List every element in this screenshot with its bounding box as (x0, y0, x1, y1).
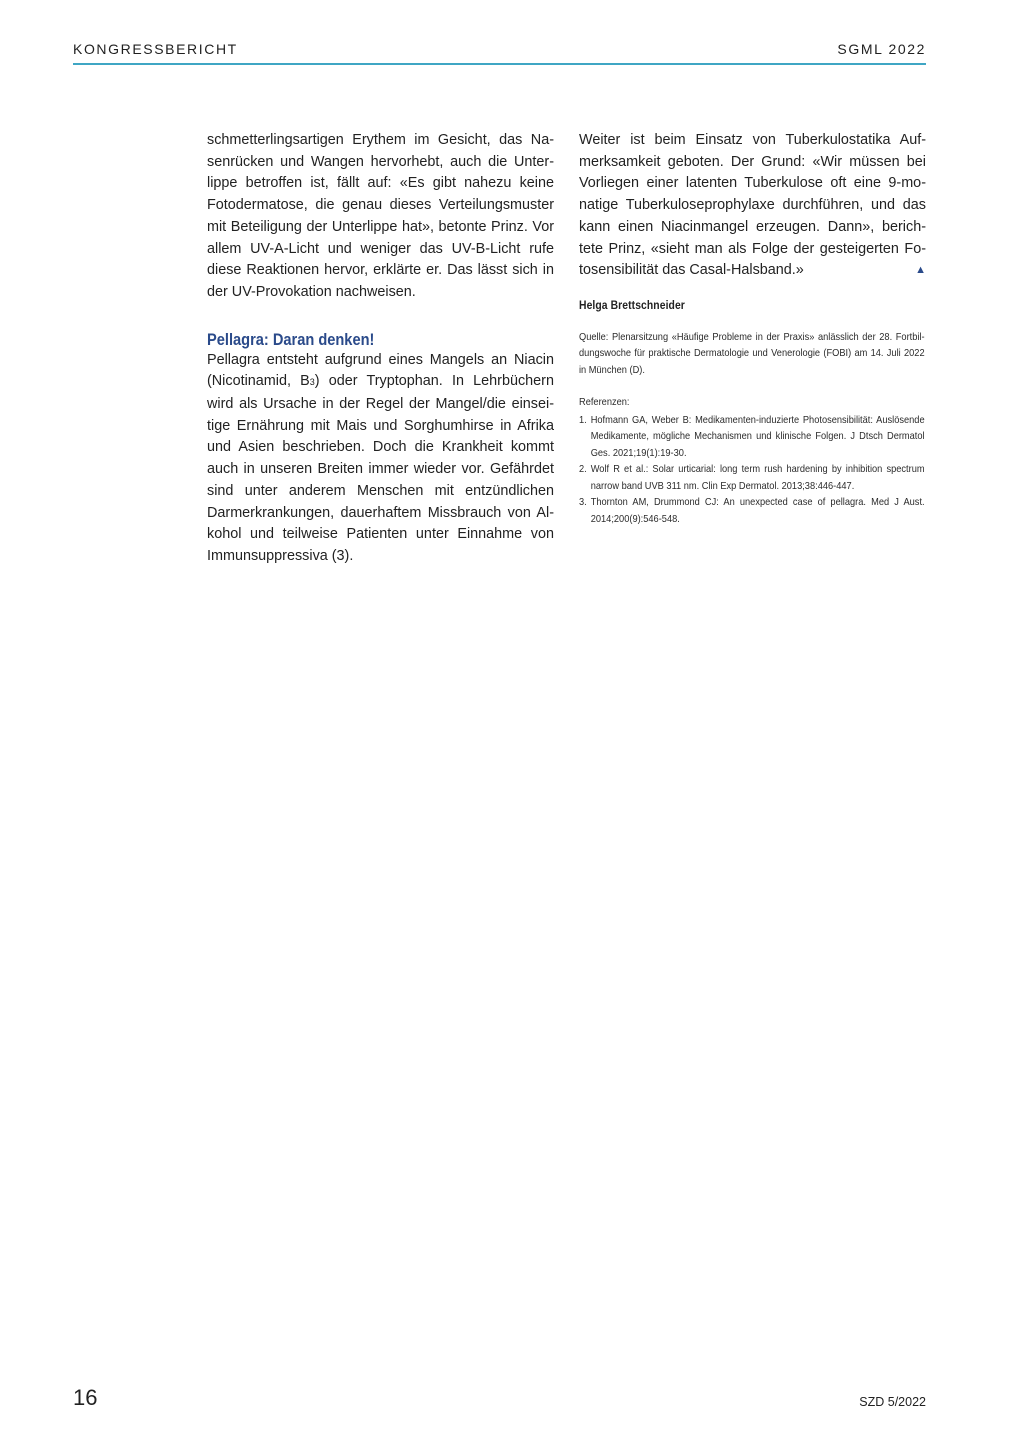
right-paragraph-1 (579, 130, 926, 282)
reference-text: Thornton AM, Drummond CJ: An unexpected case of pellagra. Med J Aust. 2014;200(9):546-548. (590, 497, 925, 525)
references-title: Referenzen: (579, 397, 630, 409)
references-list (579, 413, 925, 529)
issue-label: SZD 5/2022 (859, 1395, 926, 1409)
right-paragraph-text: Weiter ist beim Einsatz von Tuberkulostatika Aufmerksamkeit geboten. Der Grund: «Wir müssen bei Vorliegen einer latenten Tuberkulose oft eine 9-monatige Tuberkuloseprophylaxe durchführen, und das kann einen Niacinmangel erzeugen. Dann», berichtete Prinz, «sieht man als Folge der gesteigerten Fotosensibilität das Casal-Halsband.» (579, 132, 926, 279)
left-paragraph-2 (207, 350, 554, 568)
reference-text: Hofmann GA, Weber B: Medikamenten-induzierte Photosensibilität: Auslösende Medikamente, mögliche Mechanismen und klinische Folgen. J Dtsch Dermatol Ges. 2021;19(1):19-30. (590, 414, 925, 459)
paragraph-2-part-2: ) oder Tryptophan. In Lehrbüchern wird als Ursache in der Regel der Mangel/die einseitige Ernährung mit Mais und Sorghumhirse in Afrika und Asien beschrieben. Doch die Krankheit kommt auch in unseren Breiten immer wieder vor. Gefährdet sind unter anderem Menschen mit entzündlichen Darmerkrankungen, dauerhaftem Missbrauch von Alkohol und teilweise Patienten unter Einnahme von Immunsuppressiva (3). (207, 373, 554, 564)
reference-text: Wolf R et al.: Solar urticarial: long term rush hardening by inhibition spectrum narrow band UVB 311 nm. Clin Exp Dermatol. 2013;38:446-447. (590, 464, 925, 492)
reference-item (579, 462, 925, 495)
reference-number: 1. (579, 414, 587, 426)
source-note: Quelle: Plenarsitzung «Häufige Probleme in der Praxis» anlässlich der 28. Fortbildungswoche für praktische Dermatologie und Venerologie (FOBI) am 14. Juli 2022 in München (D). (579, 331, 925, 376)
left-paragraph-1: schmetterlingsartigen Erythem im Gesicht, das Nasenrücken und Wangen hervorhebt, auch die Unterlippe betroffen ist, fällt auf: «Es gibt nahezu keine Fotodermatose, die genau dieses Verteilungsmuster mit Beteiligung der Unterlippe hat», betonte Prinz. Vor allem UV-A-Licht und weniger das UV-B-Licht rufe diese Reaktionen hervor, erklärte er. Das lässt sich in der UV-Provokation nachweisen. (207, 132, 554, 300)
author-name: Helga Brettschneider (579, 299, 685, 312)
left-column (207, 130, 554, 568)
running-header-journal: SGML 2022 (837, 41, 926, 57)
reference-item (579, 413, 925, 463)
reference-item (579, 495, 925, 528)
article-end-triangle-icon: ▲ (915, 264, 926, 277)
running-header-section: KONGRESSBERICHT (73, 41, 238, 57)
page-number: 16 (73, 1385, 98, 1410)
section-subheading: Pellagra: Daran denken! (207, 329, 375, 349)
reference-number: 3. (579, 497, 587, 509)
right-column (579, 130, 926, 528)
header-divider (73, 63, 926, 65)
vitamin-subscript: 3 (309, 377, 315, 388)
paragraph-2-part-1: Pellagra entsteht aufgrund eines Mangels an Niacin (Nicotinamid, B (207, 351, 554, 390)
reference-number: 2. (579, 464, 587, 476)
